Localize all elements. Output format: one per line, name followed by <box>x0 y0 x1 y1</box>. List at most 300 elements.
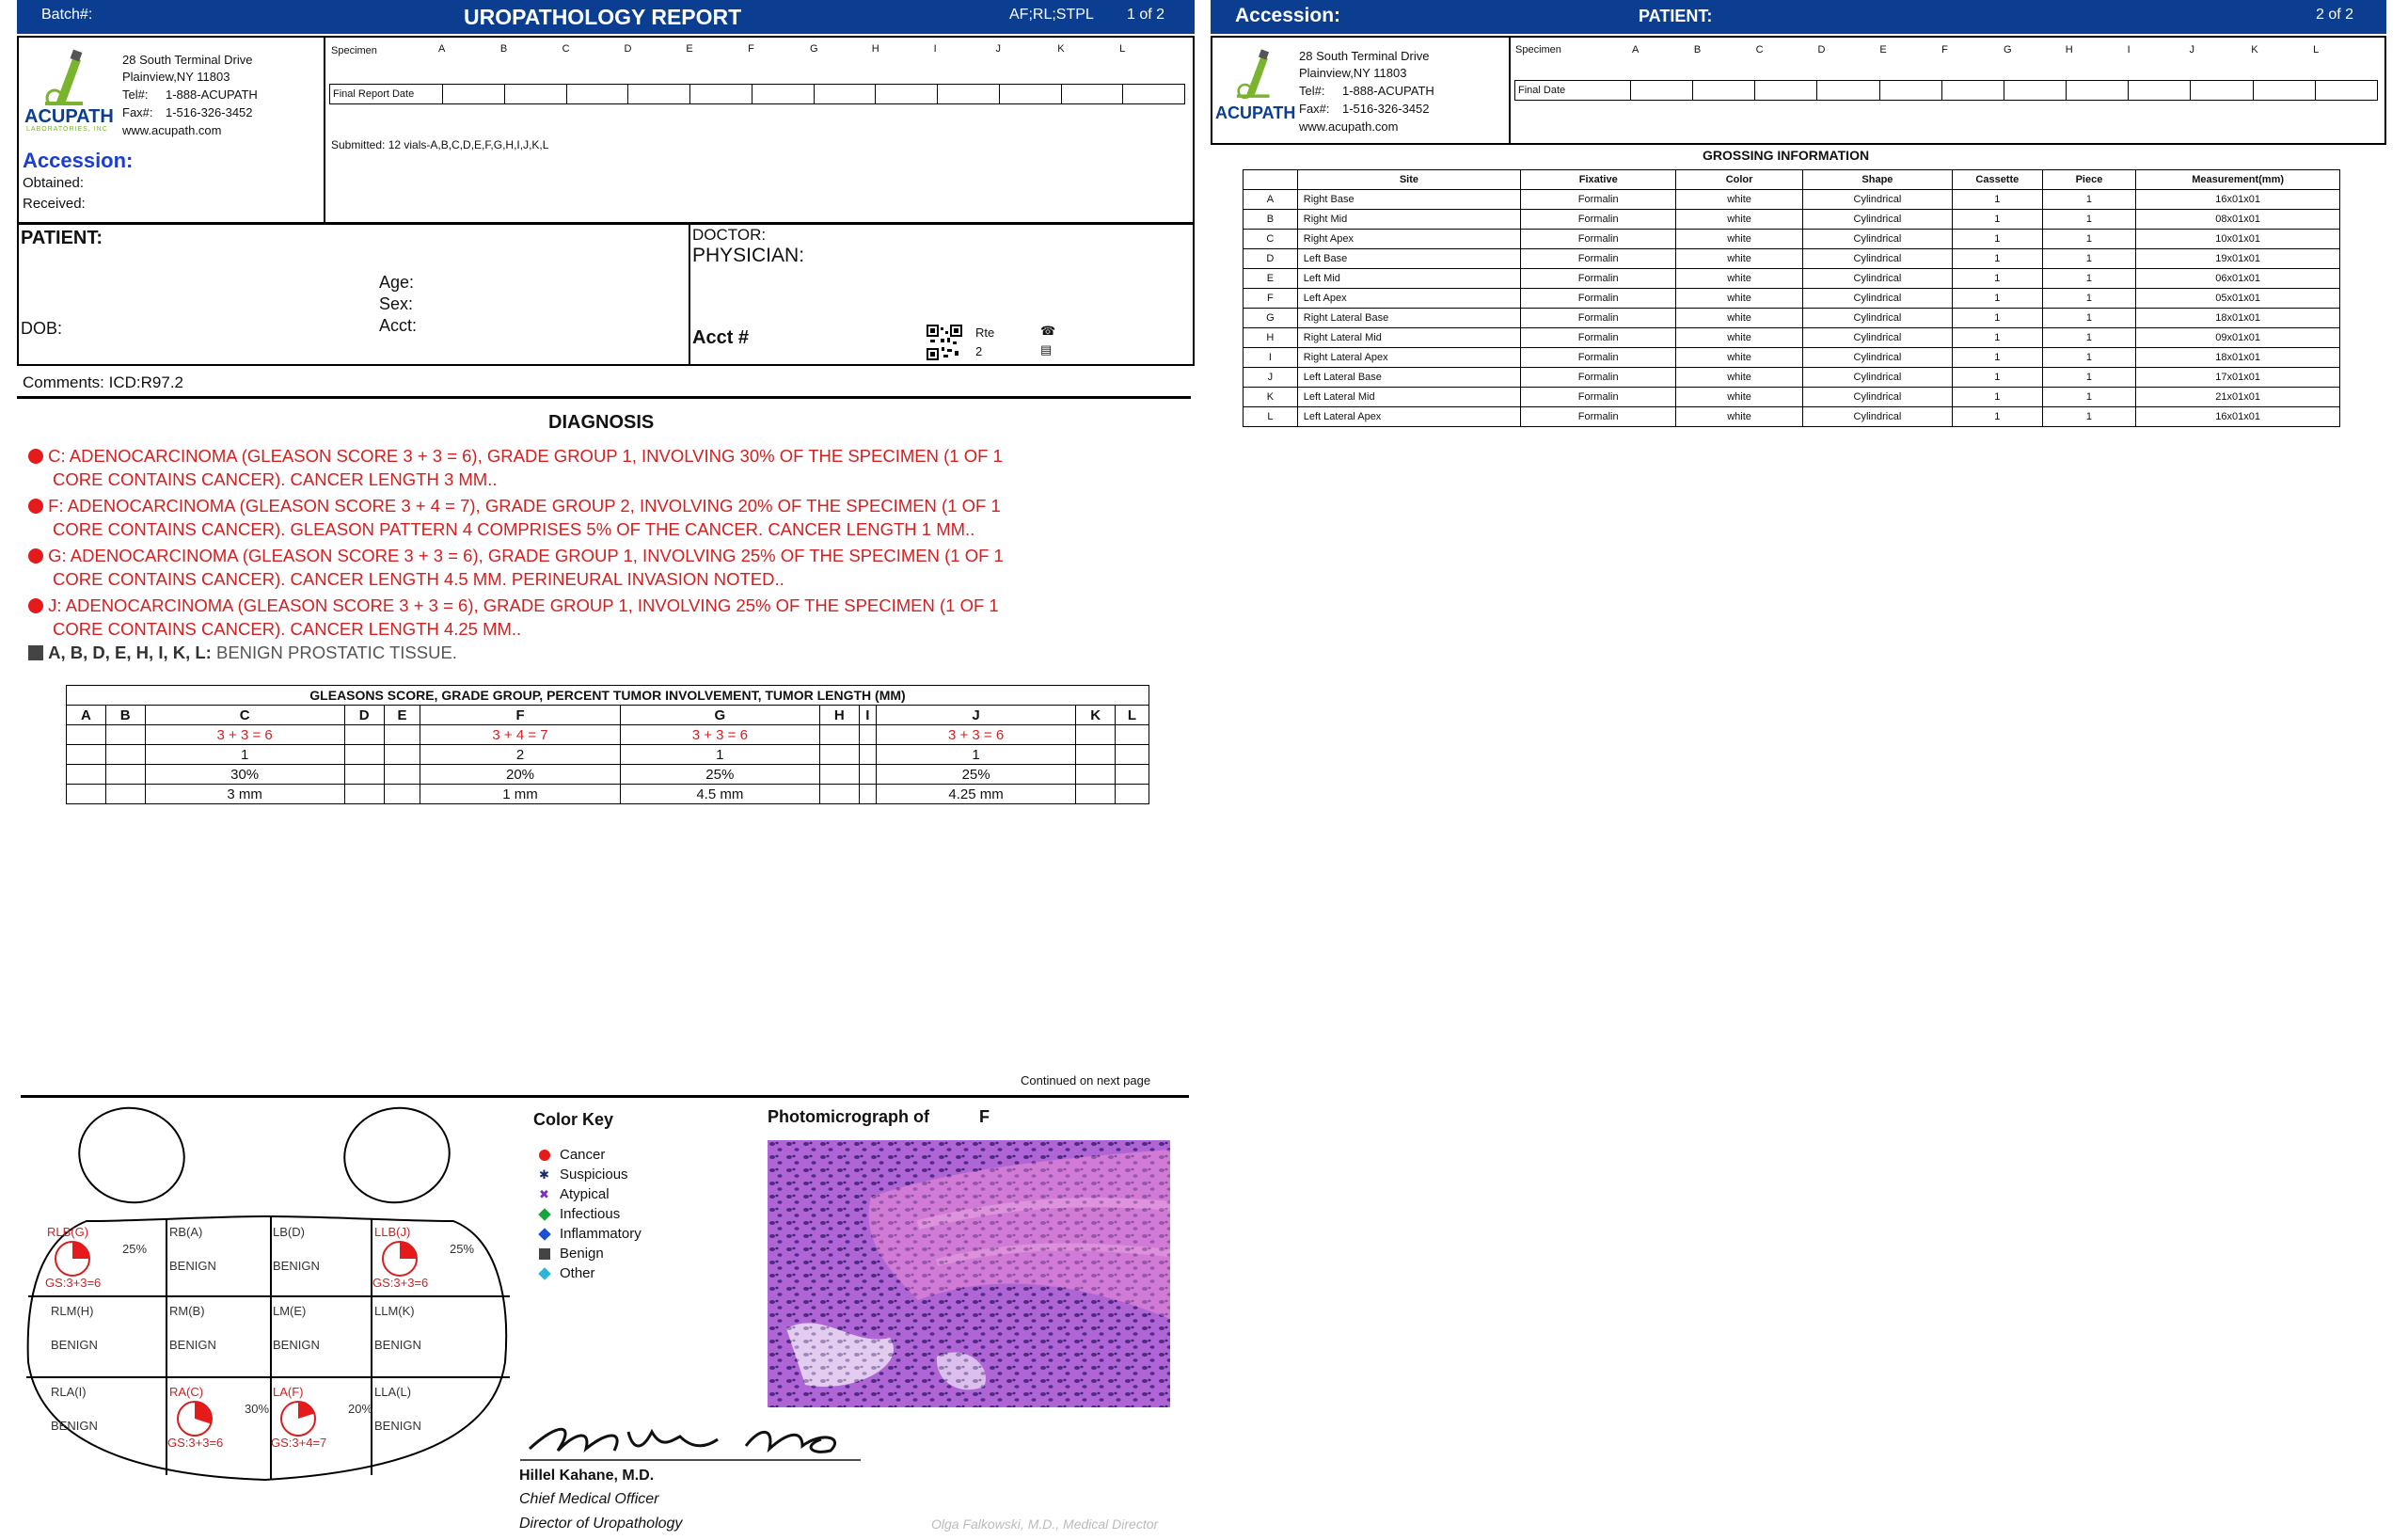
gleason-cell <box>859 785 876 804</box>
page2-patient-label: PATIENT: <box>1639 7 1713 25</box>
rte-value: 2 <box>975 344 983 358</box>
gleason-table <box>66 685 1149 804</box>
acupath-logo-icon <box>38 47 94 105</box>
doctor-label: DOCTOR: <box>692 226 767 244</box>
gleason-cell <box>819 745 859 765</box>
gleason-cell <box>344 765 384 785</box>
page2-specimen-letters <box>1632 44 2375 56</box>
gleason-col-h: H <box>819 706 859 725</box>
inflammatory-diamond-icon <box>538 1228 551 1241</box>
phone-icon: ☎ <box>1040 324 1056 338</box>
page2-lab-address-1: 28 South Terminal Drive <box>1299 49 1430 63</box>
gleason-cell: 1 <box>145 745 344 765</box>
gleason-cell <box>1115 765 1149 785</box>
grossing-cell: 1 <box>1953 309 2043 328</box>
table-row <box>1244 230 2340 249</box>
grossing-cell: 1 <box>1953 388 2043 407</box>
gleason-cell <box>105 785 145 804</box>
color-key-title: Color Key <box>533 1110 614 1129</box>
grossing-cell: white <box>1676 269 1803 289</box>
color-key-item <box>539 1165 642 1184</box>
benign-square-icon <box>28 645 43 660</box>
infectious-diamond-icon <box>538 1208 551 1221</box>
page2-fax-label: Fax#: <box>1299 102 1330 116</box>
grossing-cell: Left Apex <box>1297 289 1520 309</box>
cancer-dot-icon <box>28 548 43 564</box>
age-label: Age: <box>379 273 415 292</box>
gleason-cell: 25% <box>620 765 819 785</box>
grossing-cell: 1 <box>2042 309 2136 328</box>
map-zone-id: RLA(I) <box>51 1385 87 1399</box>
signer-title-2: Director of Uropathology <box>519 1516 683 1532</box>
grossing-cell: Cylindrical <box>1802 210 1952 230</box>
map-zone-id: LLA(L) <box>374 1385 412 1399</box>
color-key-item <box>539 1145 642 1165</box>
grossing-cell: 1 <box>1953 230 2043 249</box>
grossing-cell: white <box>1676 388 1803 407</box>
dob-label: DOB: <box>21 319 63 338</box>
grossing-cell: Right Mid <box>1297 210 1520 230</box>
grossing-cell: Left Lateral Base <box>1297 368 1520 388</box>
grossing-cell: Cylindrical <box>1802 249 1952 269</box>
map-zone-gleason: GS:3+3=6 <box>45 1276 102 1290</box>
specimen-letter-c: C <box>1755 44 1764 56</box>
comments-rule <box>17 396 1191 399</box>
grossing-cell: F <box>1244 289 1298 309</box>
color-key-label: Suspicious <box>560 1167 628 1183</box>
map-zone-id: RA(C) <box>169 1385 204 1399</box>
map-zone-id: RLB(G) <box>47 1225 89 1239</box>
grossing-cell: Right Lateral Base <box>1297 309 1520 328</box>
medical-director-footer: Olga Falkowski, M.D., Medical Director <box>931 1516 1159 1532</box>
batch-label: Batch#: <box>41 7 93 23</box>
table-row <box>67 785 1149 804</box>
grossing-cell: Cylindrical <box>1802 190 1952 210</box>
color-key-item <box>539 1263 642 1283</box>
specimen-letter-a: A <box>438 43 446 55</box>
suspicious-star-icon: ✱ <box>539 1167 549 1182</box>
gleason-col-a: A <box>67 706 106 725</box>
prostate-map <box>21 1099 519 1494</box>
physician-label: PHYSICIAN: <box>692 245 805 266</box>
page2-acupath-logo-icon <box>1230 45 1279 100</box>
specimen-letter-h: H <box>2065 44 2073 56</box>
grossing-cell: 1 <box>2042 190 2136 210</box>
gleason-col-f: F <box>420 706 620 725</box>
page2-lab-name: ACUPATH <box>1215 103 1296 122</box>
grossing-cell: 1 <box>1953 407 2043 427</box>
grossing-cell: 1 <box>1953 249 2043 269</box>
gleason-col-j: J <box>876 706 1075 725</box>
specimen-letter-d: D <box>624 43 632 55</box>
map-zone-label: BENIGN <box>51 1419 98 1433</box>
grossing-cell: white <box>1676 328 1803 348</box>
specimen-letter-h: H <box>871 43 879 55</box>
gleason-cell <box>105 745 145 765</box>
gleason-cell: 3 mm <box>145 785 344 804</box>
grossing-col: Color <box>1676 170 1803 190</box>
grossing-cell: 18x01x01 <box>2136 348 2340 368</box>
lab-name: ACUPATH <box>24 106 114 127</box>
acct-number-label: Acct # <box>692 327 750 348</box>
report-header-bar <box>17 0 1195 34</box>
grossing-cell: 1 <box>1953 328 2043 348</box>
map-zone-gleason: GS:3+3=6 <box>167 1436 224 1450</box>
grossing-cell: Right Base <box>1297 190 1520 210</box>
acct-label: Acct: <box>379 316 418 335</box>
gleason-cell <box>344 785 384 804</box>
specimen-letter-g: G <box>809 43 818 55</box>
grossing-cell: 1 <box>1953 368 2043 388</box>
grossing-cell: white <box>1676 289 1803 309</box>
gleason-cell: 2 <box>420 745 620 765</box>
map-zone-label: BENIGN <box>169 1338 216 1352</box>
gleason-cell <box>819 785 859 804</box>
physician-signature <box>520 1404 868 1469</box>
grossing-cell: Cylindrical <box>1802 328 1952 348</box>
grossing-cell: A <box>1244 190 1298 210</box>
color-key-item <box>539 1244 642 1263</box>
comments: Comments: ICD:R97.2 <box>23 373 183 391</box>
grossing-cell: B <box>1244 210 1298 230</box>
patient-doctor-divider <box>689 223 690 366</box>
specimen-letters <box>438 43 1181 55</box>
grossing-cell: 10x01x01 <box>2136 230 2340 249</box>
lab-address-1: 28 South Terminal Drive <box>122 53 253 67</box>
final-report-date-label: Final Report Date <box>330 85 443 104</box>
color-key-item <box>539 1204 642 1224</box>
grossing-cell: Formalin <box>1521 190 1676 210</box>
map-zone-id: LB(D) <box>273 1225 305 1239</box>
rte-label: Rte <box>975 325 995 340</box>
grossing-cell: 09x01x01 <box>2136 328 2340 348</box>
grossing-cell: J <box>1244 368 1298 388</box>
specimen-letter-l: L <box>2313 44 2320 56</box>
table-row <box>1244 289 2340 309</box>
grossing-cell: C <box>1244 230 1298 249</box>
map-zone-id: LA(F) <box>273 1385 304 1399</box>
grossing-cell: 17x01x01 <box>2136 368 2340 388</box>
grossing-cell: white <box>1676 190 1803 210</box>
gleason-cell <box>1076 765 1116 785</box>
gleason-cell <box>384 725 420 745</box>
diagnosis-item-c: C: ADENOCARCINOMA (GLEASON SCORE 3 + 3 = 6), GRADE GROUP 1, INVOLVING 30% OF THE SPECIMEN (1 OF 1 CORE CONTAINS CANCER). CANCER LENGTH 3 MM.. <box>28 444 1157 491</box>
cancer-dot-icon <box>539 1150 550 1161</box>
gleason-table-title: GLEASONS SCORE, GRADE GROUP, PERCENT TUMOR INVOLVEMENT, TUMOR LENGTH (MM) <box>67 686 1149 706</box>
grossing-cell: 06x01x01 <box>2136 269 2340 289</box>
grossing-cell: Formalin <box>1521 388 1676 407</box>
grossing-cell: Cylindrical <box>1802 407 1952 427</box>
accession-label: Accession: <box>23 149 134 172</box>
lab-tel: 1-888-ACUPATH <box>166 87 258 102</box>
diagnosis-list <box>28 444 1157 663</box>
color-key-label: Atypical <box>560 1186 610 1202</box>
map-zone-label: BENIGN <box>273 1338 320 1352</box>
grossing-cell: Formalin <box>1521 348 1676 368</box>
gleason-cell <box>819 765 859 785</box>
grossing-cell: 1 <box>2042 328 2136 348</box>
specimen-letter-e: E <box>1879 44 1887 56</box>
grossing-cell: Left Lateral Mid <box>1297 388 1520 407</box>
grossing-cell: Cylindrical <box>1802 368 1952 388</box>
grossing-cell: 18x01x01 <box>2136 309 2340 328</box>
grossing-cell: Cylindrical <box>1802 230 1952 249</box>
color-key-label: Infectious <box>560 1206 621 1222</box>
grossing-cell: 1 <box>1953 269 2043 289</box>
diagnosis-item-f: F: ADENOCARCINOMA (GLEASON SCORE 3 + 4 = 7), GRADE GROUP 2, INVOLVING 20% OF THE SPECIMEN (1 OF 1 CORE CONTAINS CANCER). GLEASON PATTERN 4 COMPRISES 5% OF THE CANCER. CANCER LENGTH 1 MM.. <box>28 494 1157 541</box>
specimen-letter-k: K <box>1057 43 1065 55</box>
grossing-col: Fixative <box>1521 170 1676 190</box>
grossing-cell: Right Apex <box>1297 230 1520 249</box>
grossing-cell: 1 <box>2042 348 2136 368</box>
grossing-col: Site <box>1297 170 1520 190</box>
diagnosis-benign: A, B, D, E, H, I, K, L: BENIGN PROSTATIC TISSUE. <box>28 643 1157 663</box>
specimen-letter-d: D <box>1817 44 1826 56</box>
table-row <box>1244 368 2340 388</box>
map-zone-id: LLB(J) <box>374 1225 411 1239</box>
gleason-cell: 25% <box>876 765 1075 785</box>
table-row <box>1244 328 2340 348</box>
gleason-col-i: I <box>859 706 876 725</box>
lab-divider <box>324 36 325 224</box>
gleason-cell <box>67 745 106 765</box>
table-row <box>1244 309 2340 328</box>
gleason-cell <box>384 785 420 804</box>
other-diamond-icon <box>538 1267 551 1280</box>
page-number: 1 of 2 <box>1127 7 1165 23</box>
table-row <box>1244 210 2340 230</box>
gleason-cell <box>859 745 876 765</box>
grossing-cell: Formalin <box>1521 407 1676 427</box>
page2-header-bar <box>1211 0 2386 34</box>
gleason-cell <box>67 725 106 745</box>
grossing-cell: 19x01x01 <box>2136 249 2340 269</box>
lab-address-2: Plainview,NY 11803 <box>122 70 230 84</box>
grossing-cell: Formalin <box>1521 210 1676 230</box>
specimen-letter-i: I <box>933 43 937 55</box>
cancer-dot-icon <box>28 598 43 613</box>
page2-accession-label: Accession: <box>1235 5 1341 26</box>
final-date-grid <box>1514 80 2378 101</box>
gleason-cell: 3 + 3 = 6 <box>145 725 344 745</box>
grossing-cell: Formalin <box>1521 289 1676 309</box>
final-report-date-grid <box>329 84 1185 104</box>
map-zone-label: BENIGN <box>374 1338 421 1352</box>
grossing-cell: Right Lateral Mid <box>1297 328 1520 348</box>
specimen-letter-j: J <box>995 43 1001 55</box>
photo-title: Photomicrograph of <box>768 1107 929 1126</box>
map-zone-id: RM(B) <box>169 1304 205 1318</box>
table-row <box>67 745 1149 765</box>
lab-tel-label: Tel#: <box>122 87 149 102</box>
patient-box <box>17 223 1195 366</box>
color-key-list <box>539 1145 642 1283</box>
gleason-cell <box>1076 745 1116 765</box>
gleason-cell <box>384 745 420 765</box>
color-key-label: Inflammatory <box>560 1226 642 1242</box>
specimen-letter-j: J <box>2189 44 2194 56</box>
sex-label: Sex: <box>379 294 414 313</box>
grossing-cell: Formalin <box>1521 328 1676 348</box>
gleason-col-e: E <box>384 706 420 725</box>
specimen-letter-i: I <box>2127 44 2131 56</box>
specimen-letter-c: C <box>562 43 570 55</box>
map-zone-percent: 30% <box>245 1402 270 1416</box>
map-zone-id: RLM(H) <box>51 1304 94 1318</box>
atypical-x-icon: ✖ <box>539 1186 549 1201</box>
gleason-cell <box>384 765 420 785</box>
obtained-label: Obtained: <box>23 175 85 191</box>
table-row <box>1244 348 2340 368</box>
gleason-cell <box>819 725 859 745</box>
grossing-cell: Formalin <box>1521 309 1676 328</box>
table-row <box>1244 388 2340 407</box>
color-key-label: Cancer <box>560 1147 606 1163</box>
grossing-cell: Formalin <box>1521 230 1676 249</box>
specimen-letter-k: K <box>2251 44 2258 56</box>
gleason-cell: 20% <box>420 765 620 785</box>
table-row <box>1244 249 2340 269</box>
grossing-cell: L <box>1244 407 1298 427</box>
grossing-cell: 1 <box>2042 368 2136 388</box>
grossing-cell: 05x01x01 <box>2136 289 2340 309</box>
specimen-letter-f: F <box>748 43 754 55</box>
gleason-cell: 1 mm <box>420 785 620 804</box>
specimen-letter-a: A <box>1632 44 1640 56</box>
grossing-col: Cassette <box>1953 170 2043 190</box>
grossing-cell: Formalin <box>1521 368 1676 388</box>
patient-label: PATIENT: <box>21 228 103 248</box>
table-row <box>67 725 1149 745</box>
color-key-item <box>539 1184 642 1204</box>
grossing-cell: 1 <box>2042 249 2136 269</box>
qr-code-icon <box>927 325 962 360</box>
specimen-letter-b: B <box>499 43 508 55</box>
grossing-cell: K <box>1244 388 1298 407</box>
continued-note: Continued on next page <box>1021 1073 1151 1088</box>
gleason-cell <box>1115 725 1149 745</box>
report-codes: AF;RL;STPL <box>1009 7 1094 23</box>
page2-divider <box>1509 36 1511 145</box>
gleason-cell: 3 + 3 = 6 <box>876 725 1075 745</box>
signer-title-1: Chief Medical Officer <box>519 1491 659 1507</box>
grossing-cell: 21x01x01 <box>2136 388 2340 407</box>
grossing-cell: white <box>1676 210 1803 230</box>
map-zone-label: BENIGN <box>51 1338 98 1352</box>
report-title: UROPATHOLOGY REPORT <box>464 5 742 29</box>
specimen-letter-g: G <box>2003 44 2012 56</box>
photo-specimen: F <box>979 1107 990 1126</box>
benign-square-icon <box>539 1248 550 1260</box>
map-zone-id: LLM(K) <box>374 1304 415 1318</box>
page2-lab-address-2: Plainview,NY 11803 <box>1299 66 1407 80</box>
map-zone-label: BENIGN <box>273 1259 320 1273</box>
table-row <box>1244 190 2340 210</box>
grossing-cell: Cylindrical <box>1802 348 1952 368</box>
map-zone-gleason: GS:3+4=7 <box>271 1436 327 1450</box>
map-zone-id: RB(A) <box>169 1225 203 1239</box>
gleason-col-b: B <box>105 706 145 725</box>
grossing-col: Piece <box>2042 170 2136 190</box>
page2-tel: 1-888-ACUPATH <box>1342 84 1434 98</box>
grossing-cell: 1 <box>2042 407 2136 427</box>
gleason-cell: 3 + 4 = 7 <box>420 725 620 745</box>
gleason-cell <box>344 725 384 745</box>
map-zone-label: BENIGN <box>374 1419 421 1433</box>
diagnosis-item-j: J: ADENOCARCINOMA (GLEASON SCORE 3 + 3 = 6), GRADE GROUP 1, INVOLVING 25% OF THE SPECIMEN (1 OF 1 CORE CONTAINS CANCER). CANCER LENGTH 4.25 MM.. <box>28 594 1157 641</box>
received-label: Received: <box>23 196 86 212</box>
signer-name: Hillel Kahane, M.D. <box>519 1468 655 1484</box>
gleason-cell <box>859 765 876 785</box>
gleason-col-k: K <box>1076 706 1116 725</box>
grossing-cell: Left Base <box>1297 249 1520 269</box>
gleason-cell <box>67 785 106 804</box>
specimen-letter-f: F <box>1941 44 1948 56</box>
map-zone-percent: 25% <box>450 1242 475 1256</box>
grossing-col: Measurement(mm) <box>2136 170 2340 190</box>
lab-website: www.acupath.com <box>122 123 222 137</box>
grossing-title: GROSSING INFORMATION <box>1703 148 1870 163</box>
grossing-cell: Formalin <box>1521 269 1676 289</box>
cancer-dot-icon <box>28 449 43 464</box>
final-date-label: Final Date <box>1515 81 1631 101</box>
grossing-table <box>1243 169 2340 427</box>
submitted-vials: Submitted: 12 vials-A,B,C,D,E,F,G,H,I,J,K,L <box>331 138 549 151</box>
grossing-cell: Cylindrical <box>1802 269 1952 289</box>
grossing-cell: 1 <box>2042 230 2136 249</box>
photomicrograph-image <box>768 1140 1170 1407</box>
gleason-cell: 4.5 mm <box>620 785 819 804</box>
grossing-cell: G <box>1244 309 1298 328</box>
lab-fax-label: Fax#: <box>122 105 153 119</box>
grossing-cell: E <box>1244 269 1298 289</box>
gleason-cell <box>859 725 876 745</box>
grossing-cell: 1 <box>1953 348 2043 368</box>
grossing-cell: 1 <box>1953 210 2043 230</box>
gleason-col-d: D <box>344 706 384 725</box>
specimen-letter-b: B <box>1693 44 1702 56</box>
grossing-cell: Right Lateral Apex <box>1297 348 1520 368</box>
gleason-col-c: C <box>145 706 344 725</box>
gleason-cell <box>1115 785 1149 804</box>
gleason-cell <box>344 745 384 765</box>
grossing-cell: 1 <box>2042 269 2136 289</box>
map-zone-percent: 20% <box>348 1402 373 1416</box>
map-zone-id: LM(E) <box>273 1304 307 1318</box>
grossing-col: Shape <box>1802 170 1952 190</box>
map-zone-percent: 25% <box>122 1242 148 1256</box>
page2-tel-label: Tel#: <box>1299 84 1325 98</box>
grossing-cell: Left Mid <box>1297 269 1520 289</box>
grossing-cell: 1 <box>2042 388 2136 407</box>
grossing-cell: white <box>1676 348 1803 368</box>
map-zone-label: BENIGN <box>169 1259 216 1273</box>
table-row <box>1244 407 2340 427</box>
color-key-label: Other <box>560 1265 595 1281</box>
grossing-cell: Cylindrical <box>1802 309 1952 328</box>
page2-website: www.acupath.com <box>1299 119 1399 134</box>
gleason-col-l: L <box>1115 706 1149 725</box>
grossing-cell: Left Lateral Apex <box>1297 407 1520 427</box>
gleason-cell: 1 <box>876 745 1075 765</box>
grossing-cell: 08x01x01 <box>2136 210 2340 230</box>
cancer-dot-icon <box>28 499 43 514</box>
gleason-cell <box>105 765 145 785</box>
gleason-col-g: G <box>620 706 819 725</box>
gleason-cell: 30% <box>145 765 344 785</box>
gleason-cell: 4.25 mm <box>876 785 1075 804</box>
grossing-col <box>1244 170 1298 190</box>
